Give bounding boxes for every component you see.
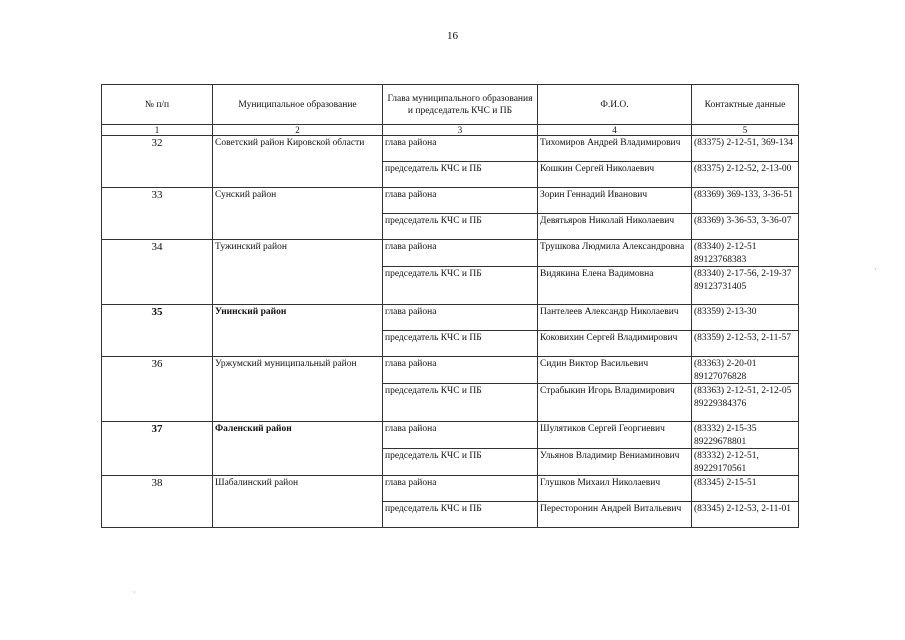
header-row [102,85,799,125]
fio-cell: Шулятиков Сергей Георгиевич [538,422,692,449]
role-cell: глава района [383,136,538,162]
page-number: 16 [447,30,458,42]
fio-cell: Страбыкин Игорь Владимирович [538,384,692,422]
role-cell: председатель КЧС и ПБ [383,214,538,240]
fio-cell: Видякина Елена Вадимовна [538,267,692,305]
table-row [102,422,799,449]
contacts-cell: (83359) 2-12-53, 2-11-57 [692,331,799,357]
role-cell: глава района [383,357,538,384]
role-cell: председатель КЧС и ПБ [383,449,538,476]
table-row [102,476,799,502]
scan-speck: · [874,265,877,274]
table-row [102,305,799,331]
column-index: 5 [692,125,799,136]
contacts-cell: (83332) 2-15-35 89229678801 [692,422,799,449]
fio-cell: Коковихин Сергей Владимирович [538,331,692,357]
fio-cell: Пересторонин Андрей Витальевич [538,502,692,528]
municipality-cell: Советский район Кировской области [213,136,383,188]
column-index: 4 [538,125,692,136]
municipality-cell: Унинский район [213,305,383,357]
header-num: № п/п [102,85,213,125]
fio-cell: Трушкова Людмила Александровна [538,240,692,267]
column-index: 3 [383,125,538,136]
contacts-cell: (83340) 2-12-51 89123768383 [692,240,799,267]
header-head: Глава муниципального образования и председатель КЧС и ПБ [383,85,538,125]
contacts-cell: (83369) 3-36-53, 3-36-07 [692,214,799,240]
table-row [102,357,799,384]
row-number: 36 [102,357,213,422]
column-index: 1 [102,125,213,136]
row-number: 37 [102,422,213,476]
header-contacts: Контактные данные [692,85,799,125]
role-cell: председатель КЧС и ПБ [383,502,538,528]
column-index-row [102,125,799,136]
role-cell: глава района [383,188,538,214]
contacts-cell: (83363) 2-20-01 89127076828 [692,357,799,384]
role-cell: глава района [383,240,538,267]
contacts-cell: (83375) 2-12-52, 2-13-00 [692,162,799,188]
contacts-cell: (83363) 2-12-51, 2-12-05 89229384376 [692,384,799,422]
column-index: 2 [213,125,383,136]
table-row [102,136,799,162]
row-number: 35 [102,305,213,357]
table-row [102,188,799,214]
table-row [102,240,799,267]
row-number: 38 [102,476,213,528]
fio-cell: Глушков Михаил Николаевич [538,476,692,502]
role-cell: глава района [383,476,538,502]
contacts-cell: (83369) 369-133, 3-36-51 [692,188,799,214]
fio-cell: Кошкин Сергей Николаевич [538,162,692,188]
table-body [102,136,799,528]
contacts-cell: (83345) 2-12-53, 2-11-01 [692,502,799,528]
contacts-cell: (83375) 2-12-51, 369-134 [692,136,799,162]
contacts-table [101,84,799,528]
fio-cell: Зорин Геннадий Иванович [538,188,692,214]
role-cell: глава района [383,305,538,331]
row-number: 34 [102,240,213,305]
contacts-cell: (83340) 2-17-56, 2-19-37 89123731405 [692,267,799,305]
contacts-cell: (83345) 2-15-51 [692,476,799,502]
header-municipality: Муниципальное образование [213,85,383,125]
municipality-cell: Уржумский муниципальный район [213,357,383,422]
role-cell: председатель КЧС и ПБ [383,331,538,357]
role-cell: председатель КЧС и ПБ [383,267,538,305]
fio-cell: Сидин Виктор Васильевич [538,357,692,384]
fio-cell: Ульянов Владимир Вениаминович [538,449,692,476]
municipality-cell: Фаленский район [213,422,383,476]
municipality-cell: Тужинский район [213,240,383,305]
role-cell: председатель КЧС и ПБ [383,384,538,422]
fio-cell: Тихомиров Андрей Владимирович [538,136,692,162]
row-number: 32 [102,136,213,188]
contacts-cell: (83332) 2-12-51, 89229170561 [692,449,799,476]
fio-cell: Девятьяров Николай Николаевич [538,214,692,240]
header-fio: Ф.И.О. [538,85,692,125]
contacts-cell: (83359) 2-13-30 [692,305,799,331]
scan-speck: · [133,588,136,597]
role-cell: председатель КЧС и ПБ [383,162,538,188]
role-cell: глава района [383,422,538,449]
fio-cell: Пантелеев Александр Николаевич [538,305,692,331]
municipality-cell: Сунский район [213,188,383,240]
municipality-cell: Шабалинский район [213,476,383,528]
row-number: 33 [102,188,213,240]
